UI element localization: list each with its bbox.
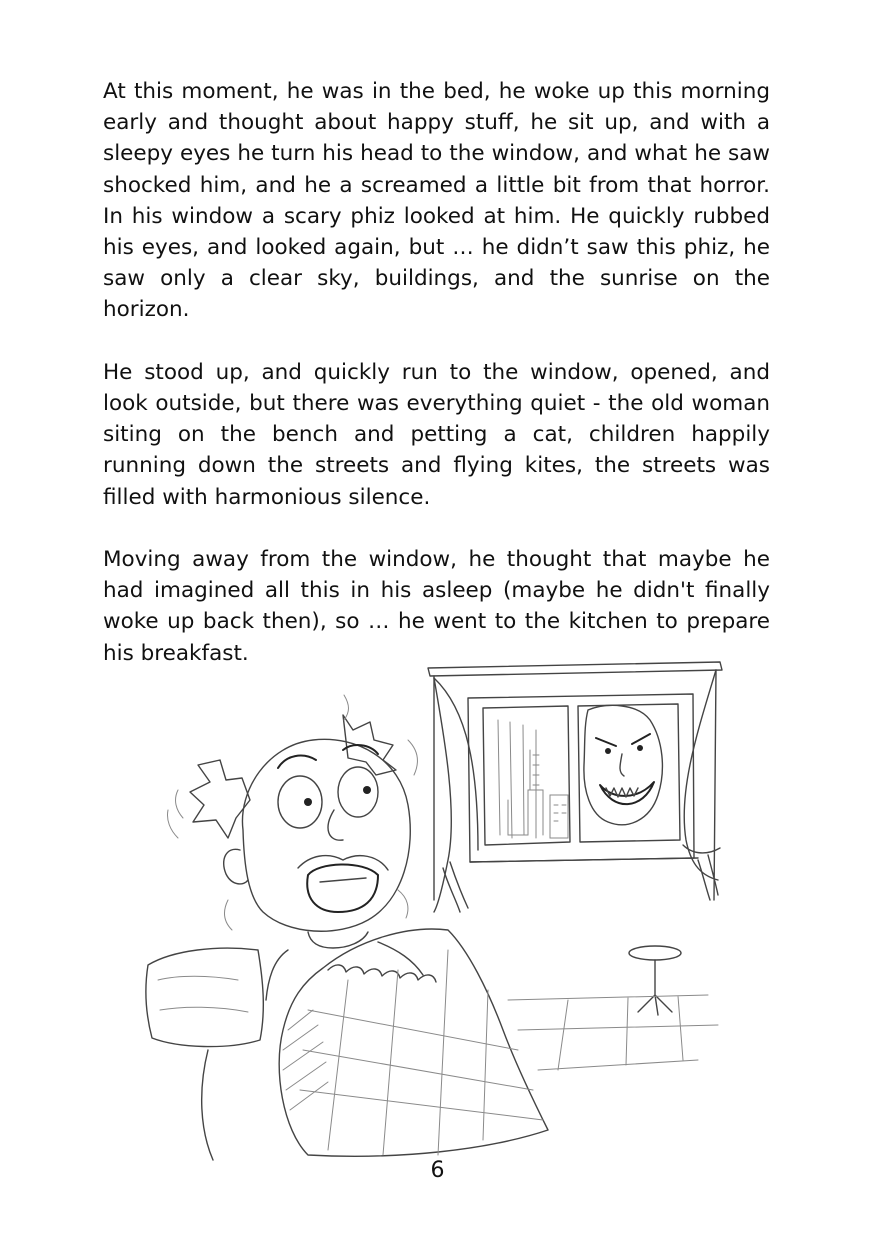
monster-face-sketch — [584, 705, 663, 824]
sketch-drawing — [138, 650, 738, 1170]
story-text — [103, 76, 770, 669]
paragraph-1: At this moment, he was in the bed, he woke up this morning early and thought about happy stuff, he sit up, and with a sleepy eyes he turn his head to the window, and what he saw shocked him, and he a screamed a little bit from that horror. In his window a scary phiz looked at him. He quickly rubbed his eyes, and looked again, but … he didn’t saw this phiz, he saw only a clear sky, buildings, and the sunrise on the horizon. — [103, 79, 770, 323]
window-sketch — [428, 662, 722, 912]
frightened-man-illustration — [138, 650, 738, 1170]
man-sketch — [167, 695, 423, 1000]
stool-sketch — [629, 946, 681, 1015]
paragraph-3: Moving away from the window, he thought that maybe he had imagined all this in his asleep (maybe he didn't finally woke up back then), so … he went to the kitchen to prepare his breakfast. — [103, 547, 770, 666]
paragraph-2: He stood up, and quickly run to the window, opened, and look outside, but there was everything quiet - the old woman siting on the bench and petting a cat, children happily running down the streets and flying kites, the streets was filled with harmonious silence. — [103, 359, 770, 510]
blanket-sketch — [202, 929, 548, 1160]
pillow-sketch — [146, 948, 263, 1046]
page-number: 6 — [430, 1158, 445, 1183]
